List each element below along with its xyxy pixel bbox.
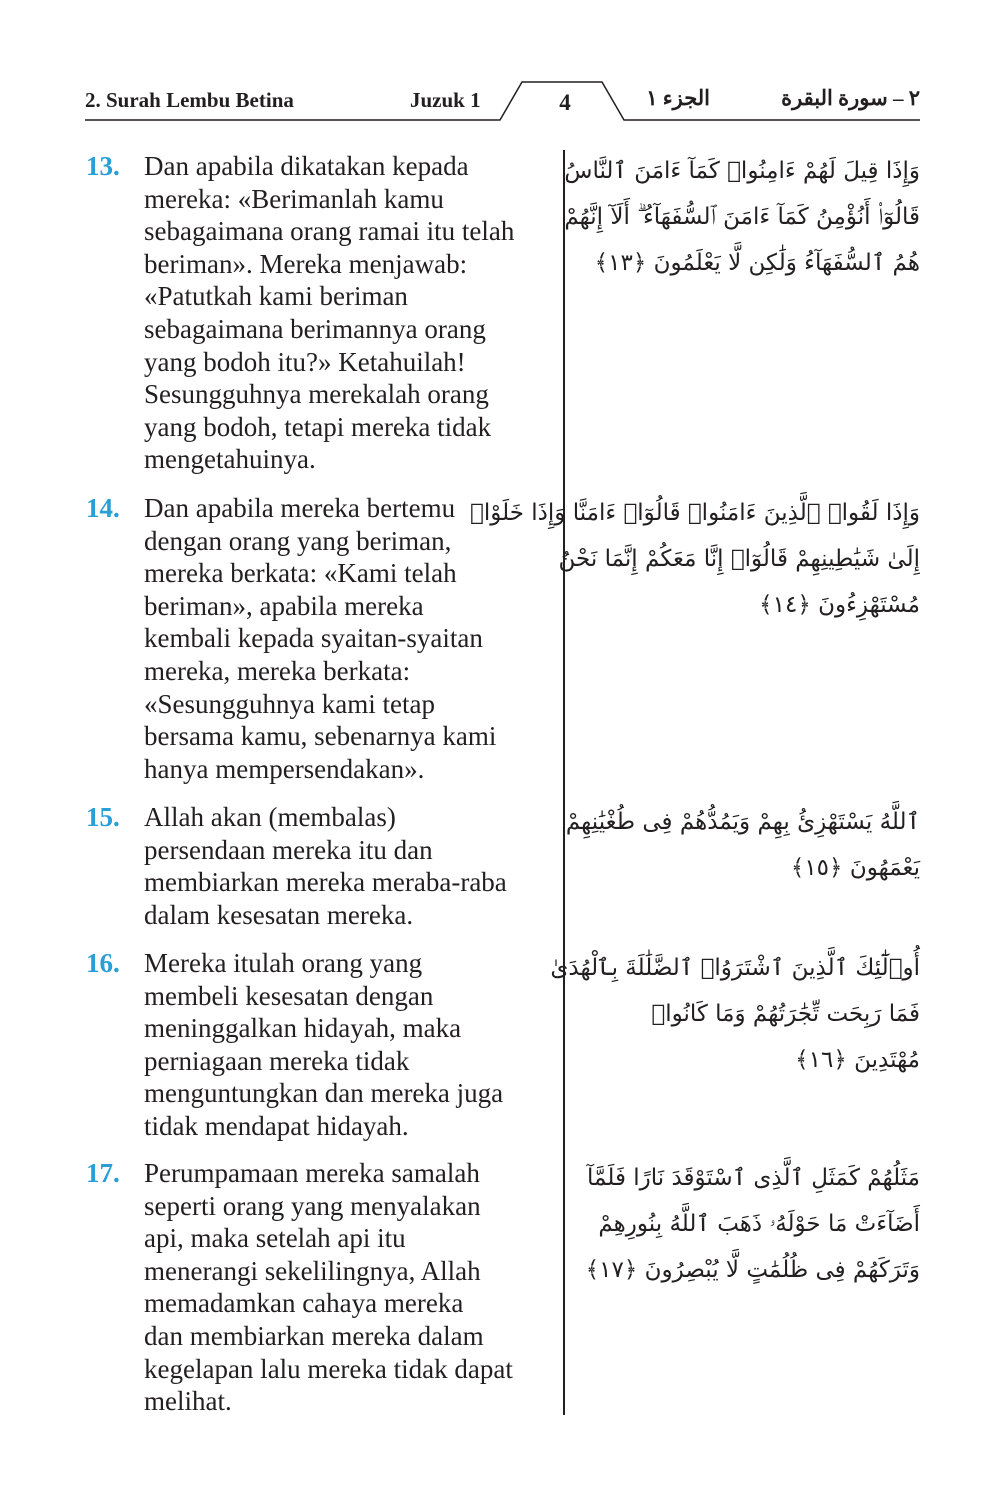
verse-translation: Perumpamaan mereka samalah seperti orang yang menyalakan api, maka setelah api itu menerangi sekelilingnya, Allah memadamkan cahaya mereka dan membiarkan mereka dalam kegelapan lalu mereka tidak dapat melihat. (144, 1158, 513, 1417)
juzuk-label: Juzuk 1 (410, 88, 481, 112)
verse-arabic (585, 1155, 920, 1293)
arabic-line: وَإِذَا قِيلَ لَهُمْ ءَامِنُوا۟ كَمَآ ءَامَنَ ٱلنَّاسُ (564, 158, 920, 184)
arabic-line: مُسْتَهْزِءُونَ ﴿١٤﴾ (759, 592, 920, 618)
verse-number: 13. (86, 151, 120, 181)
verse-arabic (550, 945, 920, 1083)
verse-translation: Allah akan (membalas) persendaan mereka itu dan membiarkan mereka meraba-raba dalam kesesatan mereka. (144, 802, 507, 930)
page-number: 4 (559, 90, 571, 115)
verse-translation: Mereka itulah orang yang membeli kesesatan dengan meninggalkan hidayah, maka perniagaan mereka tidak menguntungkan dan mereka juga tidak mendapat hidayah. (144, 948, 504, 1141)
verse-number: 14. (86, 493, 120, 523)
arabic-line: مَثَلُهُمْ كَمَثَلِ ٱلَّذِى ٱسْتَوْقَدَ نَارًا فَلَمَّآ (587, 1165, 920, 1191)
arabic-line: أَضَآءَتْ مَا حَوْلَهُۥ ذَهَبَ ٱللَّهُ بِنُورِهِمْ (598, 1211, 920, 1237)
arabic-line: ٱللَّهُ يَسْتَهْزِئُ بِهِمْ وَيَمُدُّهُمْ فِى طُغْيَٰنِهِمْ (565, 809, 920, 835)
verse-arabic (470, 490, 920, 628)
verse-number: 17. (86, 1158, 120, 1188)
verse-translation: Dan apabila mereka bertemu dengan orang yang beriman, mereka berkata: «Kami telah beriman», apabila mereka kembali kepada syaitan-syaitan mereka, mereka berkata: «Sesungguhnya kami tetap bersama kamu, sebenarnya kami hanya mempersendakan». (144, 493, 497, 784)
arabic-line: مُهْتَدِينَ ﴿١٦﴾ (795, 1047, 920, 1073)
arabic-line: وَتَرَكَهُمْ فِى ظُلُمَٰتٍ لَّا يُبْصِرُونَ ﴿١٧﴾ (585, 1257, 920, 1283)
arabic-line: هُمُ ٱلسُّفَهَآءُ وَلَٰكِن لَّا يَعْلَمُونَ ﴿١٣﴾ (594, 250, 920, 276)
surah-title: 2. Surah Lembu Betina (85, 88, 294, 112)
verse-arabic (564, 148, 920, 286)
page-header (0, 0, 1000, 130)
juz-arabic: الجزء ١ (646, 86, 710, 110)
surah-title-arabic: ٢ – سورة البقرة (781, 86, 920, 110)
arabic-line: أُو۟لَٰٓئِكَ ٱلَّذِينَ ٱشْتَرَوُا۟ ٱلضَّلَٰلَةَ بِٱلْهُدَىٰ (550, 955, 920, 981)
arabic-line: فَمَا رَبِحَت تِّجَٰرَتُهُمْ وَمَا كَانُوا۟ (651, 1001, 920, 1027)
verse-arabic (565, 799, 920, 891)
verse-number: 15. (86, 802, 120, 832)
arabic-line: إِلَىٰ شَيَٰطِينِهِمْ قَالُوٓا۟ إِنَّا مَعَكُمْ إِنَّمَا نَحْنُ (558, 546, 920, 572)
arabic-line: قَالُوٓا۟ أَنُؤْمِنُ كَمَآ ءَامَنَ ٱلسُّفَهَآءُ ۗ أَلَآ إِنَّهُمْ (564, 204, 920, 230)
verse-number: 16. (86, 948, 120, 978)
arabic-line: وَإِذَا لَقُوا۟ ٱلَّذِينَ ءَامَنُوا۟ قَالُوٓا۟ ءَامَنَّا وَإِذَا خَلَوْا۟ (470, 500, 920, 526)
verse-translation: Dan apabila dikatakan kepada mereka: «Berimanlah kamu sebagaimana orang ramai itu telah beriman». Mereka menjawab: «Patutkah kami beriman sebagaimana berimannya orang yang bodoh itu?» Ketahuilah! Sesungguhnya merekalah orang yang bodoh, tetapi mereka tidak mengetahuinya. (144, 151, 515, 475)
arabic-line: يَعْمَهُونَ ﴿١٥﴾ (790, 855, 920, 881)
